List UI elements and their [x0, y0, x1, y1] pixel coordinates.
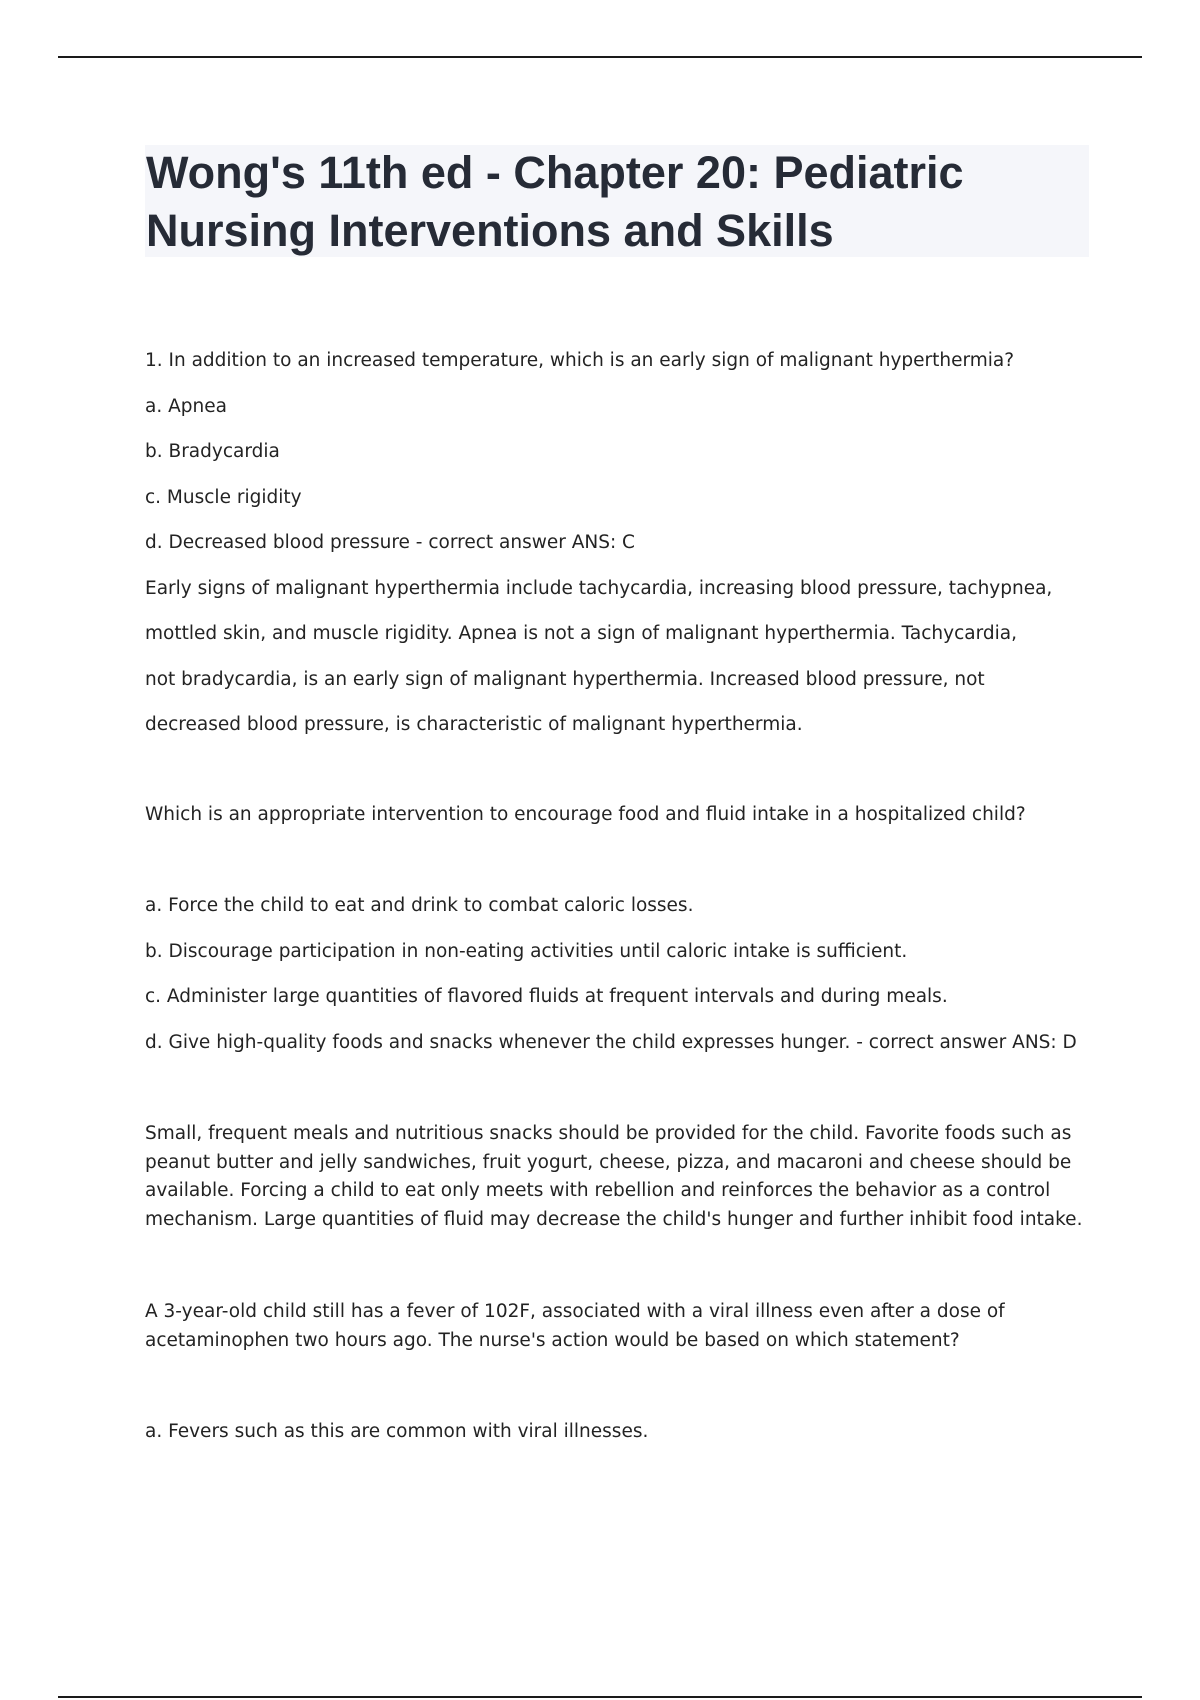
question-1-stem: 1. In addition to an increased temperature, which is an early sign of malignant hyperthermia?	[145, 350, 1015, 371]
question-1-rationale-line-1: Early signs of malignant hyperthermia include tachycardia, increasing blood pressure, tachypnea,	[145, 578, 1053, 599]
question-2-rationale-line-1: Small, frequent meals and nutritious snacks should be provided for the child. Favorite foods such as	[145, 1123, 1072, 1144]
top-rule	[58, 56, 1142, 58]
question-1-rationale-line-4: decreased blood pressure, is characteristic of malignant hyperthermia.	[145, 714, 803, 735]
page-title	[146, 144, 964, 260]
question-2-option-b: b. Discourage participation in non-eating activities until caloric intake is sufficient.	[145, 941, 908, 962]
question-1-option-b: b. Bradycardia	[145, 441, 280, 462]
question-1-option-c: c. Muscle rigidity	[145, 487, 302, 508]
question-3-stem-line-1: A 3-year-old child still has a fever of 102F, associated with a viral illness even after a dose of	[145, 1301, 1005, 1322]
question-2-rationale-line-4: mechanism. Large quantities of fluid may decrease the child's hunger and further inhibit food intake.	[145, 1208, 1083, 1230]
question-2-stem: Which is an appropriate intervention to encourage food and fluid intake in a hospitalized child?	[145, 804, 1026, 825]
question-3-option-a: a. Fevers such as this are common with viral illnesses.	[145, 1421, 649, 1442]
question-2-option-a: a. Force the child to eat and drink to combat caloric losses.	[145, 895, 694, 916]
question-2-rationale-line-3: available. Forcing a child to eat only meets with rebellion and reinforces the behavior as a control	[145, 1180, 1051, 1201]
question-1-option-d: d. Decreased blood pressure - correct answer ANS: C	[145, 532, 635, 553]
bottom-rule	[58, 1696, 1142, 1698]
question-2-option-c: c. Administer large quantities of flavored fluids at frequent intervals and during meals.	[145, 986, 948, 1007]
question-1-rationale-line-2: mottled skin, and muscle rigidity. Apnea is not a sign of malignant hyperthermia. Tachycardia,	[145, 623, 1017, 644]
question-1-option-a: a. Apnea	[145, 396, 227, 417]
title-line-2: Nursing Interventions and Skills	[146, 205, 834, 256]
question-2-rationale	[145, 1120, 1083, 1234]
question-3-stem	[145, 1298, 1065, 1355]
title-line-1: Wong's 11th ed - Chapter 20: Pediatric	[146, 147, 964, 198]
question-1-rationale-line-3: not bradycardia, is an early sign of malignant hyperthermia. Increased blood pressure, not	[145, 669, 985, 690]
question-2-option-d: d. Give high-quality foods and snacks whenever the child expresses hunger. - correct answer ANS: D	[145, 1032, 1077, 1053]
question-3-stem-line-2: acetaminophen two hours ago. The nurse's action would be based on which statement?	[145, 1329, 960, 1351]
question-2-rationale-line-2: peanut butter and jelly sandwiches, fruit yogurt, cheese, pizza, and macaroni and cheese should be	[145, 1151, 1072, 1173]
